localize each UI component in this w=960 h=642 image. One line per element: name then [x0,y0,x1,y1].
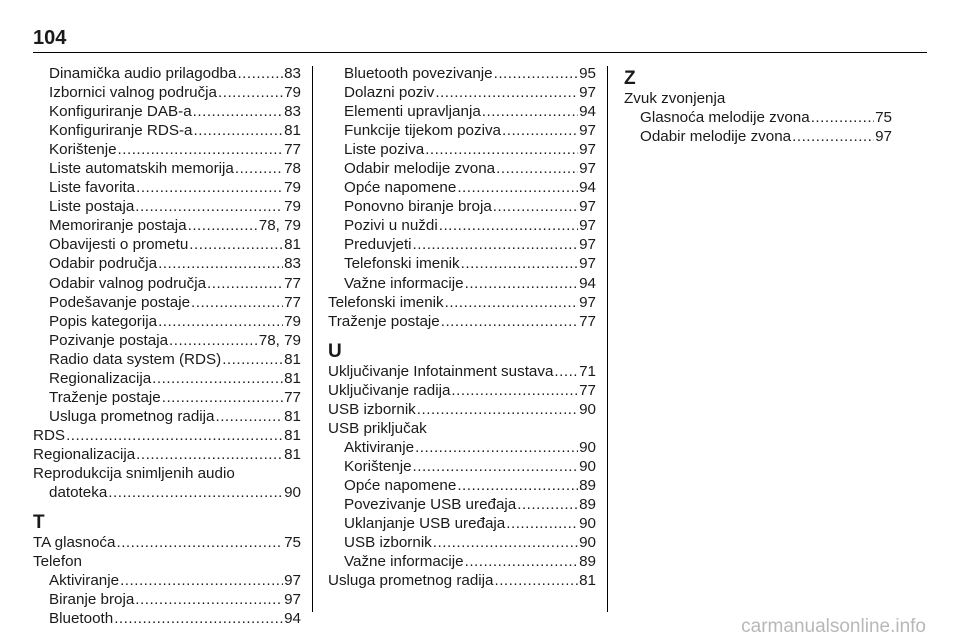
section-letter-t: T [33,512,45,534]
dot-leader [118,140,284,159]
index-subentry [328,216,596,235]
dot-leader [494,64,578,83]
index-subentry [328,140,596,159]
entry-text: Telefonski imenik [344,255,460,273]
index-subentry [33,235,301,254]
index-subentry [328,64,596,83]
dot-leader [792,127,874,146]
entry-text: Obavijesti o prometu [49,236,189,254]
entry-page: 97 [579,198,596,216]
entry-page: 77 [284,388,301,406]
entry-page: 90 [579,534,596,552]
entry-text: Ponovno biranje broja [344,198,492,216]
index-entry: Regionalizacija ..... 81 [33,445,301,464]
entry-text: Liste poziva [344,141,425,159]
entry-page: 77 [284,141,301,159]
entry-text: Radio data system (RDS) [49,350,222,368]
entry-page: 81 [284,369,301,387]
entry-text: Liste automatskih memorija [49,160,234,178]
entry-text: USB izbornik [344,534,432,552]
dot-leader [502,121,578,140]
index-subentry [328,457,596,476]
entry-page: 90 [579,515,596,533]
dot-leader [194,121,284,140]
dot-leader [191,293,283,312]
index-entry-heading: USB priključak [328,419,427,437]
entry-text: Dinamička audio prilagodba [49,65,237,82]
dot-leader [135,590,283,609]
entry-text: Odabir melodije zvona [344,160,496,178]
entry-page: 83 [284,65,301,82]
index-entry-heading: Zvuk zvonjenja [624,90,726,107]
entry-text: Pozivanje postaja [49,331,169,349]
index-subentry [328,121,596,140]
index-subentry [33,312,301,331]
index-subentry [328,533,596,552]
index-entry-continuation: datoteka ..... 90 [33,483,301,502]
entry-page: 89 [579,553,596,571]
page-number: 104 [33,27,67,49]
entry-text: Popis kategorija [49,312,158,330]
index-entry: TA glasnoća ..... 75 [33,533,301,552]
dot-leader [465,274,579,293]
dot-leader [218,83,283,102]
header-rule [33,52,927,53]
index-subentry [33,407,301,426]
entry-page: 94 [579,103,596,121]
section-letter-z: Z [624,68,636,89]
index-subentry [624,108,892,127]
entry-page: 79 [284,198,301,216]
dot-leader [811,108,874,127]
dot-leader [215,407,283,426]
entry-page: 97 [284,572,301,590]
entry-text: Važne informacije [344,553,464,571]
dot-leader [435,83,578,102]
index-column-3 [624,64,892,146]
entry-page: 94 [579,179,596,197]
entry-text: Elementi upravljanja [344,103,481,121]
entry-text: Korištenje [49,141,117,159]
index-entry: RDS ..... 81 [33,426,301,445]
index-subentry [328,102,596,121]
index-column-1 [33,64,301,628]
entry-text: Preduvjeti [344,236,412,254]
entry-text: Dolazni poziv [344,84,435,102]
entry-text: Opće napomene [344,476,457,494]
entry-text: Memoriranje postaja [49,217,187,235]
index-subentry [33,331,301,350]
entry-text: Odabir valnog područja [49,274,207,292]
entry-page: 79 [284,179,301,197]
dot-leader [235,159,283,178]
index-subentry [33,197,301,216]
entry-text: Opće napomene [344,179,457,197]
index-subentry [328,552,596,571]
dot-leader [162,388,283,407]
entry-text: Glasnoća melodije zvona [640,109,810,127]
entry-text: Funkcije tijekom poziva [344,122,501,140]
index-subentry [624,127,892,146]
entry-page: 97 [579,160,596,178]
index-subentry [33,121,301,140]
entry-page: 97 [579,255,596,273]
dot-leader [439,216,578,235]
entry-text: Konfiguriranje DAB-a [49,103,192,121]
index-subentry [33,571,301,590]
index-subentry [328,438,596,457]
index-subentry [33,254,301,273]
index-entry: Traženje postaje ..... 77 [328,312,596,331]
entry-page: 94 [284,610,301,628]
index-subentry [33,64,301,83]
index-entry: USB izbornik ..... 90 [328,400,596,419]
entry-text: Pozivi u nuždi [344,217,438,235]
dot-leader [158,254,283,273]
index-subentry [33,83,301,102]
index-subentry [33,102,301,121]
index-column-2 [328,64,596,590]
entry-page: 97 [579,84,596,102]
dot-leader [457,476,578,495]
entry-text: Odabir područja [49,255,158,273]
index-subentry [33,350,301,369]
index-entry: Uključivanje Infotainment sustava ..... 71 [328,362,596,381]
entry-text: Povezivanje USB uređaja [344,495,517,513]
dot-leader [425,140,578,159]
index-subentry [33,159,301,178]
entry-text: Aktiviranje [344,438,415,456]
dot-leader [465,552,579,571]
entry-text: Bluetooth povezivanje [344,65,493,82]
entry-page: 89 [579,495,596,513]
column-divider-2 [607,66,608,612]
dot-leader [207,274,283,293]
dot-leader [169,331,258,350]
dot-leader [120,571,283,590]
dot-leader [189,235,283,254]
index-subentry [33,388,301,407]
dot-leader [415,438,578,457]
index-subentry [328,197,596,216]
index-entry: Telefonski imenik ..... 97 [328,293,596,312]
entry-page: 97 [579,217,596,235]
dot-leader [193,102,283,121]
entry-page: 90 [579,438,596,456]
entry-text: Korištenje [344,457,412,475]
entry-page: 97 [579,122,596,140]
dot-leader [413,457,579,476]
index-subentry [33,178,301,197]
dot-leader [413,235,579,254]
entry-text: Podešavanje postaje [49,293,191,311]
index-subentry [328,83,596,102]
index-subentry [33,274,301,293]
index-subentry [328,514,596,533]
index-entry-heading: Reprodukcija snimljenih audio [33,464,235,482]
entry-page: 81 [284,122,301,140]
index-subentry [33,369,301,388]
dot-leader [493,197,578,216]
entry-page: 89 [579,476,596,494]
entry-page: 97 [875,128,892,146]
index-subentry [33,609,301,628]
entry-page: 75 [875,109,892,127]
index-subentry [328,178,596,197]
entry-text: Usluga prometnog radija [49,407,215,425]
index-entry-heading: Telefon [33,553,82,571]
index-subentry [33,293,301,312]
index-subentry [328,495,596,514]
dot-leader [158,312,283,331]
index-subentry [328,274,596,293]
dot-leader [222,350,283,369]
index-entry: Uključivanje radija ..... 77 [328,381,596,400]
entry-page: 81 [284,407,301,425]
section-letter-u: U [328,340,342,362]
entry-page: 97 [579,236,596,254]
dot-leader [237,64,283,83]
entry-page: 81 [284,236,301,254]
index-subentry [328,159,596,178]
entry-page: 94 [579,274,596,292]
entry-page: 83 [284,103,301,121]
column-divider-1 [312,66,313,612]
dot-leader [457,178,578,197]
dot-leader [506,514,578,533]
entry-page: 77 [284,293,301,311]
entry-text: Regionalizacija [49,369,152,387]
entry-page: 78, 79 [258,217,301,235]
entry-text: Traženje postaje [49,388,161,406]
index-subentry [328,235,596,254]
entry-page: 79 [284,312,301,330]
entry-text: Aktiviranje [49,572,120,590]
dot-leader [152,369,283,388]
entry-page: 78 [284,160,301,178]
dot-leader [188,216,258,235]
dot-leader [114,609,283,628]
index-subentry [33,590,301,609]
dot-leader [135,197,283,216]
index-subentry [33,140,301,159]
index-subentry [328,254,596,273]
dot-leader [496,159,578,178]
index-entry: Usluga prometnog radija ..... 81 [328,571,596,590]
dot-leader [482,102,578,121]
entry-page: 79 [284,84,301,102]
entry-text: Liste favorita [49,179,136,197]
entry-text: Liste postaja [49,198,135,216]
entry-page: 90 [579,457,596,475]
entry-text: Bluetooth [49,610,114,628]
entry-page: 78, 79 [258,331,301,349]
index-subentry [328,476,596,495]
entry-page: 97 [579,141,596,159]
dot-leader [461,254,578,273]
entry-page: 97 [284,591,301,609]
entry-page: 95 [579,65,596,82]
dot-leader [517,495,578,514]
entry-text: Uklanjanje USB uređaja [344,515,506,533]
entry-text: Konfiguriranje RDS-a [49,122,193,140]
entry-page: 83 [284,255,301,273]
dot-leader [136,178,283,197]
entry-text: Važne informacije [344,274,464,292]
watermark: carmanualsonline.info [741,616,926,637]
index-subentry [33,216,301,235]
entry-page: 81 [284,350,301,368]
entry-text: Izbornici valnog područja [49,84,218,102]
entry-text: Odabir melodije zvona [640,128,792,146]
entry-page: 77 [284,274,301,292]
entry-text: Biranje broja [49,591,135,609]
dot-leader [433,533,578,552]
